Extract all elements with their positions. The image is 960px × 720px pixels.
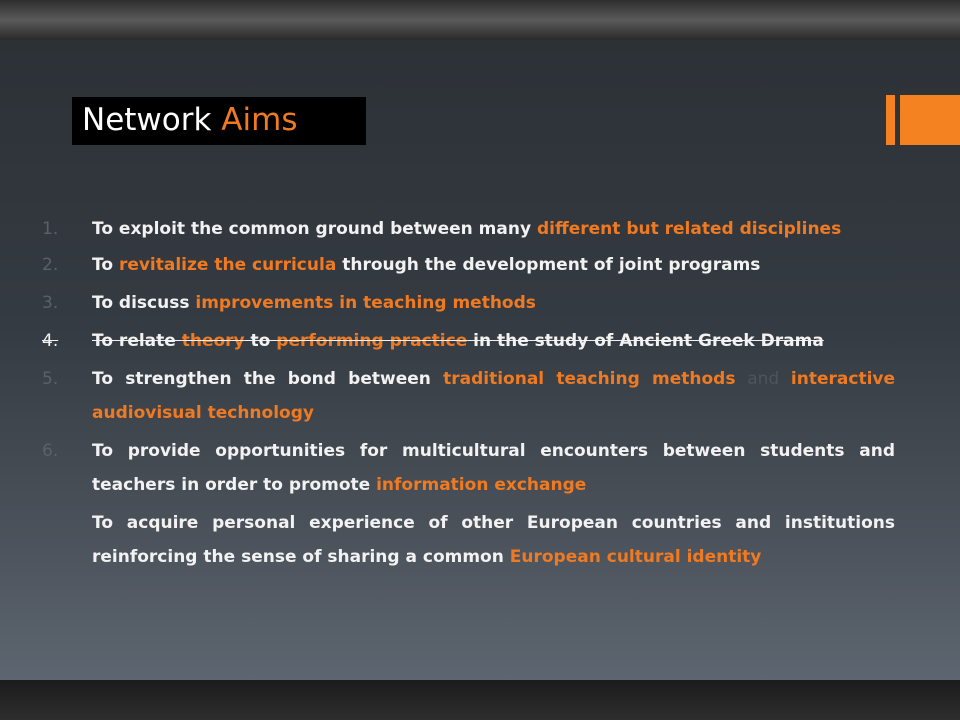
- aim-number: 6.: [42, 441, 59, 461]
- aim-text: [92, 434, 895, 502]
- orange-accent-strip: [886, 95, 895, 145]
- aim-item: [42, 324, 895, 358]
- aim-text: [92, 286, 895, 320]
- aim-item: [42, 248, 895, 282]
- aim-text-part: To acquire personal experience of other European countries and institutions reinforcing the sense of sharing a common: [92, 513, 895, 567]
- aim-highlight: information exchange: [376, 475, 587, 495]
- aim-highlight: different but related disciplines: [536, 219, 842, 239]
- aim-text: [92, 212, 895, 246]
- aim-item: [42, 506, 895, 574]
- aim-item: [42, 434, 895, 502]
- aim-text: [92, 324, 895, 358]
- aim-text-part: through the development of joint programs: [336, 255, 761, 275]
- aims-list: [42, 212, 895, 574]
- aim-number: 5.: [42, 369, 59, 389]
- aim-highlight: performing practice: [276, 331, 468, 351]
- slide-title: [72, 97, 366, 145]
- aim-text: [92, 362, 895, 430]
- aim-text-part: To: [92, 255, 119, 275]
- bottom-letterbox: [0, 680, 960, 720]
- orange-accent-block: [900, 95, 960, 145]
- title-accent: Aims: [221, 102, 298, 138]
- aim-text-part: and: [735, 369, 791, 389]
- aim-number: 1.: [42, 219, 59, 239]
- slide: [0, 40, 960, 680]
- aim-highlight: European cultural identity: [509, 547, 762, 567]
- title-main: Network: [82, 102, 212, 138]
- aim-text-part: To discuss: [92, 293, 196, 313]
- aim-highlight: traditional teaching methods: [443, 369, 736, 389]
- aim-number: 3.: [42, 293, 59, 313]
- aim-highlight: revitalize the curricula: [118, 255, 337, 275]
- aim-item: [42, 212, 895, 246]
- aim-number: 4.: [42, 331, 59, 351]
- aim-text-part: To strengthen the bond between: [92, 369, 444, 389]
- aim-text-part: To relate: [92, 331, 182, 351]
- aim-item: [42, 362, 895, 430]
- aim-highlight: theory: [181, 331, 245, 351]
- aim-text-part: to: [244, 331, 277, 351]
- aim-text: [92, 506, 895, 574]
- aim-highlight: improvements in teaching methods: [195, 293, 536, 313]
- aim-text: [92, 248, 895, 282]
- aim-item: [42, 286, 895, 320]
- top-letterbox: [0, 0, 960, 40]
- aim-highlight: interactive audiovisual technology: [92, 369, 896, 423]
- aim-number: 2.: [42, 255, 59, 275]
- aim-text-part: in the study of Ancient Greek Drama: [467, 331, 824, 351]
- aim-text-part: To provide opportunities for multicultural encounters between students and teachers in order to promote: [92, 441, 895, 495]
- aim-text-part: To exploit the common ground between many: [92, 219, 537, 239]
